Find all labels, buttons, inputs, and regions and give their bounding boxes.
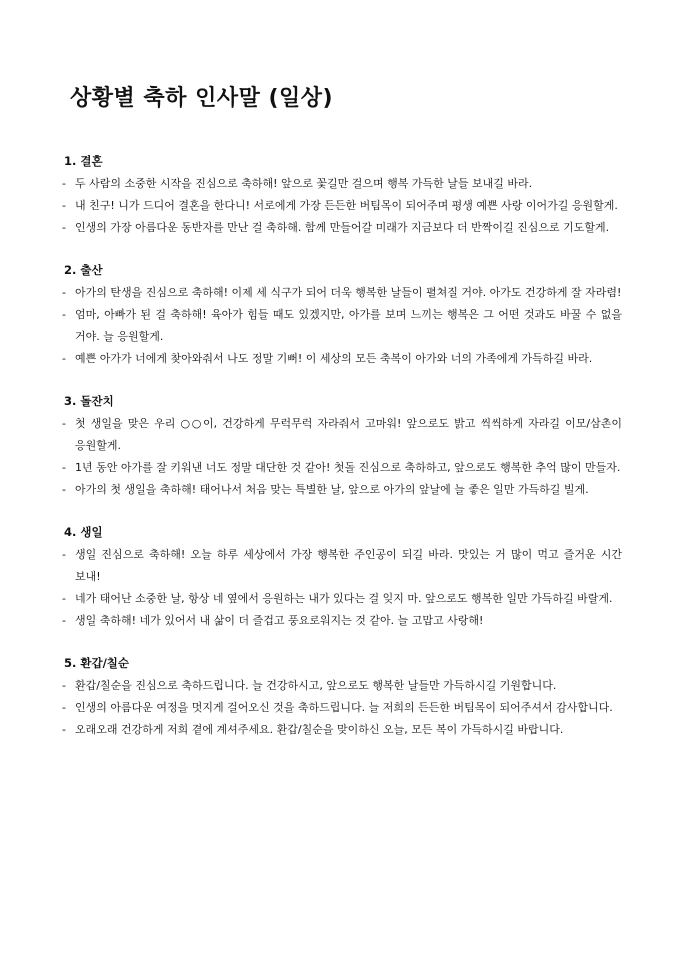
greeting-item bbox=[62, 282, 622, 304]
greeting-item bbox=[62, 173, 622, 195]
greeting-text: 생일 축하해! 네가 있어서 내 삶이 더 즐겁고 풍요로워지는 것 같아. 늘 고맙고 사랑해! bbox=[75, 614, 484, 627]
greeting-list bbox=[62, 544, 622, 632]
greeting-text: 인생의 가장 아름다운 동반자를 만난 걸 축하해. 함께 만들어갈 미래가 지금보다 더 반짝이길 진심으로 기도할게. bbox=[75, 221, 610, 234]
greeting-list bbox=[62, 173, 622, 239]
greeting-item bbox=[62, 697, 622, 719]
greeting-item bbox=[62, 544, 622, 588]
bullet-dash: - bbox=[62, 177, 66, 190]
section-heading: 1. 결혼 bbox=[64, 154, 103, 168]
bullet-dash: - bbox=[62, 417, 66, 430]
section-3 bbox=[62, 391, 622, 501]
greeting-text: 예쁜 아가가 너에게 찾아와줘서 나도 정말 기뻐! 이 세상의 모든 축복이 아가와 너의 가족에게 가득하길 바라. bbox=[75, 352, 593, 365]
greeting-text: 두 사람의 소중한 시작을 진심으로 축하해! 앞으로 꽃길만 걸으며 행복 가득한 날들 보내길 바라. bbox=[75, 177, 533, 190]
greeting-text: 오래오래 건강하게 저희 곁에 계셔주세요. 환갑/칠순을 맞이하신 오늘, 모든 복이 가득하시길 바랍니다. bbox=[75, 723, 564, 736]
greeting-list bbox=[62, 282, 622, 370]
greeting-item bbox=[62, 457, 622, 479]
section-2 bbox=[62, 260, 622, 370]
section-5 bbox=[62, 653, 622, 741]
section-heading: 5. 환갑/칠순 bbox=[64, 656, 130, 670]
document-body bbox=[62, 151, 622, 762]
bullet-dash: - bbox=[62, 548, 66, 561]
greeting-item bbox=[62, 588, 622, 610]
greeting-item bbox=[62, 610, 622, 632]
section-1 bbox=[62, 151, 622, 239]
bullet-dash: - bbox=[62, 483, 66, 496]
bullet-dash: - bbox=[62, 286, 66, 299]
greeting-item bbox=[62, 675, 622, 697]
greeting-item bbox=[62, 413, 622, 457]
bullet-dash: - bbox=[62, 701, 66, 714]
section-4 bbox=[62, 522, 622, 632]
bullet-dash: - bbox=[62, 614, 66, 627]
greeting-text: 아가의 탄생을 진심으로 축하해! 이제 세 식구가 되어 더욱 행복한 날들이 펼쳐질 거야. 아가도 건강하게 잘 자라렴! bbox=[75, 286, 622, 299]
greeting-text: 첫 생일을 맞은 우리 ○○이, 건강하게 무럭무럭 자라줘서 고마워! 앞으로도 밝고 씩씩하게 자라길 이모/삼촌이 응원할게. bbox=[75, 417, 622, 452]
section-heading: 4. 생일 bbox=[64, 525, 103, 539]
bullet-dash: - bbox=[62, 461, 66, 474]
greeting-text: 인생의 아름다운 여정을 멋지게 걸어오신 것을 축하드립니다. 늘 저희의 든든한 버팀목이 되어주셔서 감사합니다. bbox=[75, 701, 613, 714]
bullet-dash: - bbox=[62, 723, 66, 736]
greeting-item bbox=[62, 195, 622, 217]
greeting-text: 1년 동안 아가를 잘 키워낸 너도 정말 대단한 것 같아! 첫돌 진심으로 축하하고, 앞으로도 행복한 추억 많이 만들자. bbox=[75, 461, 621, 474]
section-heading: 3. 돌잔치 bbox=[64, 394, 114, 408]
greeting-text: 아가의 첫 생일을 축하해! 태어나서 처음 맞는 특별한 날, 앞으로 아가의 앞날에 늘 좋은 일만 가득하길 빌게. bbox=[75, 483, 589, 496]
bullet-dash: - bbox=[62, 199, 66, 212]
greeting-item bbox=[62, 348, 622, 370]
greeting-item bbox=[62, 719, 622, 741]
greeting-list bbox=[62, 413, 622, 501]
greeting-text: 생일 진심으로 축하해! 오늘 하루 세상에서 가장 행복한 주인공이 되길 바라. 맛있는 거 많이 먹고 즐거운 시간 보내! bbox=[75, 548, 622, 583]
bullet-dash: - bbox=[62, 221, 66, 234]
greeting-text: 네가 태어난 소중한 날, 항상 네 옆에서 응원하는 내가 있다는 걸 잊지 마. 앞으로도 행복한 일만 가득하길 바랄게. bbox=[75, 592, 613, 605]
greeting-text: 내 친구! 니가 드디어 결혼을 한다니! 서로에게 가장 든든한 버팀목이 되어주며 평생 예쁜 사랑 이어가길 응원할게. bbox=[75, 199, 618, 212]
greeting-item bbox=[62, 217, 622, 239]
greeting-text: 엄마, 아빠가 된 걸 축하해! 육아가 힘들 때도 있겠지만, 아가를 보며 느끼는 행복은 그 어떤 것과도 바꿀 수 없을 거야. 늘 응원할게. bbox=[75, 308, 622, 343]
section-heading: 2. 출산 bbox=[64, 263, 103, 277]
greeting-item bbox=[62, 304, 622, 348]
greeting-text: 환갑/칠순을 진심으로 축하드립니다. 늘 건강하시고, 앞으로도 행복한 날들만 가득하시길 기원합니다. bbox=[75, 679, 557, 692]
greeting-list bbox=[62, 675, 622, 741]
page-title: 상황별 축하 인사말 (일상) bbox=[70, 86, 334, 111]
bullet-dash: - bbox=[62, 308, 66, 321]
bullet-dash: - bbox=[62, 352, 66, 365]
bullet-dash: - bbox=[62, 679, 66, 692]
bullet-dash: - bbox=[62, 592, 66, 605]
greeting-item bbox=[62, 479, 622, 501]
